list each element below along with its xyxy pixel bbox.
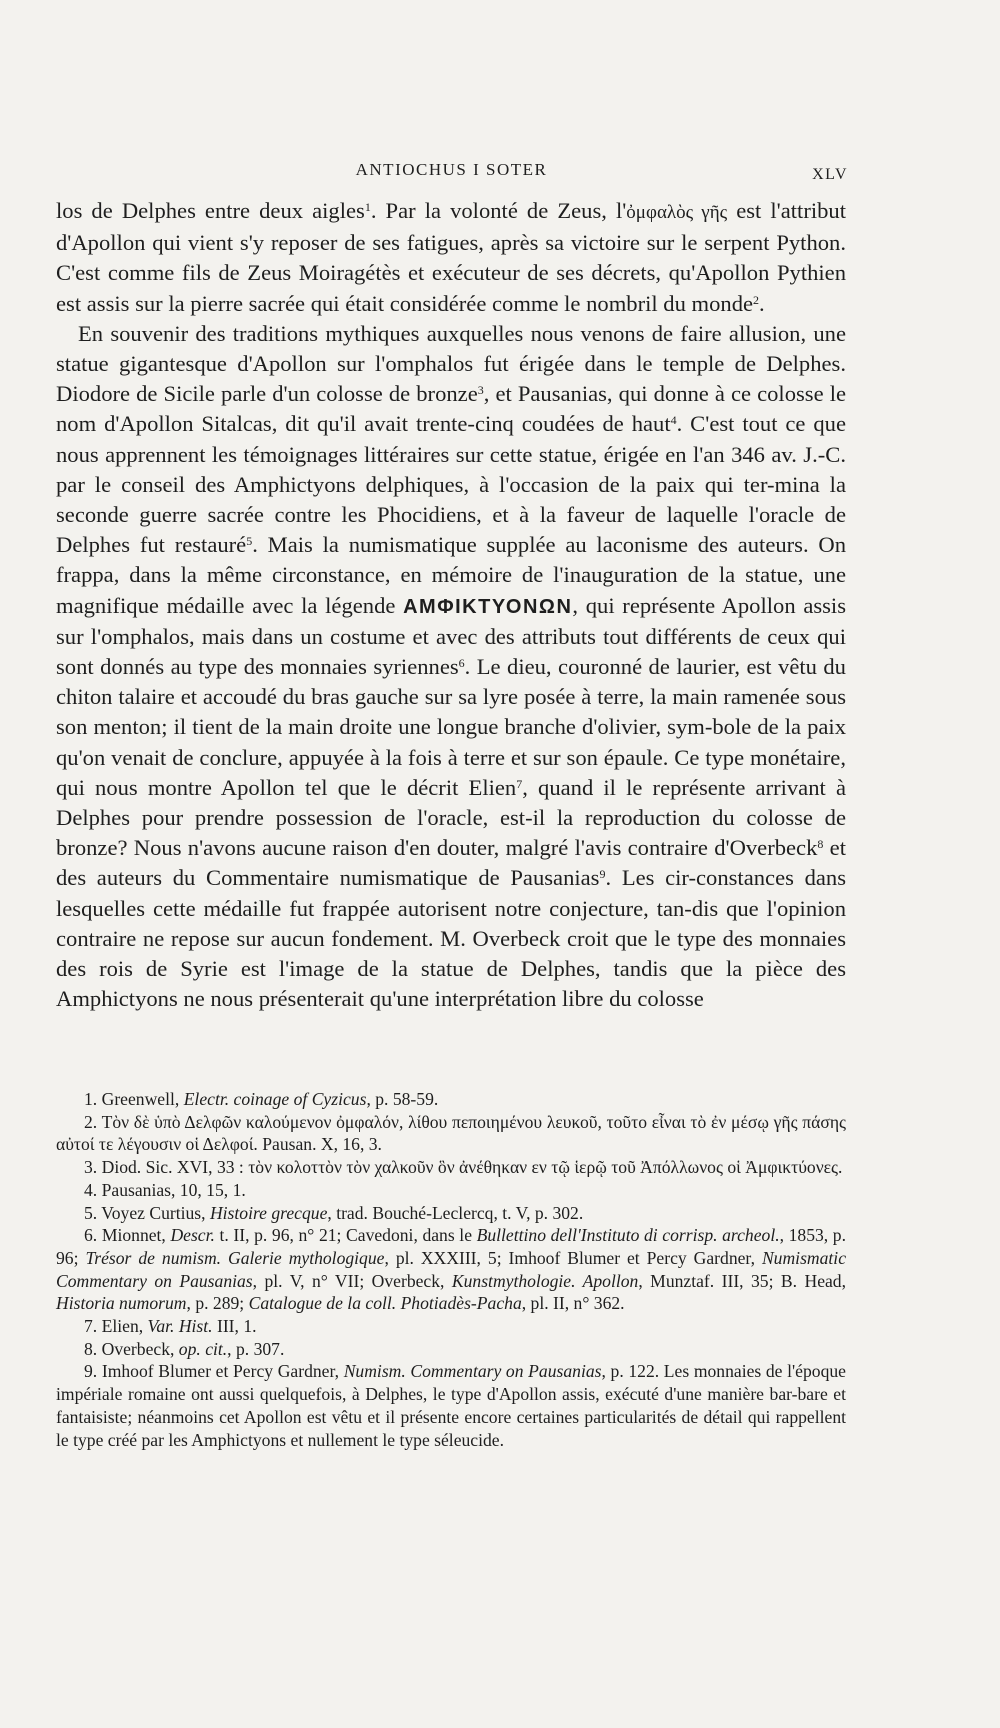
text-run: Τὸν δὲ ὑπὸ Δελφῶν καλούμενον ὀμφαλόν, λίθου πεποιημένου λευκοῦ, τοῦτο εἶναι τὸ ἐν μέσῳ γῆς πάσης αὐτοί τε λέγουσιν οἱ Δελφοί. Pausan. X, 16, 3. [56, 1111, 846, 1155]
text-run: En souvenir des traditions mythiques auxquelles nous venons de faire allusion, une statue gigantesque d'Apollon sur l'omphalos fut érigée dans le temple de Delphes. Diodore de Sicile parle d'un colosse de bronze [56, 320, 846, 407]
text-run-italic: Var. Hist. [147, 1316, 213, 1337]
text-run: Voyez Curtius, [101, 1202, 210, 1223]
footnote-ref: 9 [599, 867, 606, 882]
footnote-2 [56, 1111, 846, 1156]
footnote-7 [56, 1315, 846, 1338]
running-head [55, 160, 848, 184]
text-run: Pausanias, 10, 15, 1. [101, 1179, 246, 1200]
paragraph [56, 196, 846, 319]
text-run: et des auteurs du Commentaire numismatique de Pausanias [56, 835, 846, 891]
footnote-ref: 2 [753, 292, 760, 307]
text-run: Diod. Sic. XVI, 33 : τὸν κολοττὸν τὸν χαλκοῦν ὃν ἀνέθηκαν εν τῷ ἱερῷ τοῦ Ἀπόλλωνος οἱ Ἀμφικτύονες. [101, 1157, 843, 1178]
footnote-number: 2. [84, 1111, 98, 1132]
text-run: , p. 122. Les monnaies de l'époque impériale romaine ont aussi quelquefois, à Delphes, le type d'Apollon assis, exécuté d'une manière bar-bare et fantaisiste; néanmoins cet Apollon est vêtu et il présente encore certaines particularités de détail qui rappellent le type créé par les Amphictyons et nullement le type séleucide. [56, 1361, 846, 1450]
footnote-3 [56, 1156, 846, 1179]
text-run-italic: Numismatic Commentary on Pausanias [56, 1247, 846, 1291]
text-run: . C'est tout ce que nous apprennent les témoignages littéraires sur cette statue, érigée en l'an 346 av. J.-C. par le conseil des Amphictyons delphiques, à l'occasion de la paix qui ter-mina la seconde guerre sacrée contre les Phocidiens, et à la faveur de laquelle l'oracle de Delphes fut restauré [56, 411, 846, 558]
footnote-8 [56, 1338, 846, 1361]
text-run: los de Delphes entre deux aigles [56, 198, 365, 223]
text-run-italic: Bullettino dell'Instituto di corrisp. archeol. [476, 1225, 780, 1246]
text-run-italic: Histoire grecque [209, 1202, 328, 1223]
text-run: , pl. V, n° VII; Overbeck, [252, 1270, 452, 1291]
text-run: est l'attribut d'Apollon qui vient s'y reposer de ses fatigues, après sa victoire sur le serpent Python. C'est comme fils de Zeus Moiragétès et exécuteur de ses décrets, qu'Apollon Pythien est assis sur la pierre sacrée qui était considérée comme le nombril du monde [56, 198, 847, 316]
footnote-number: 9. [84, 1361, 98, 1382]
text-run: . Par la volonté de Zeus, l' [370, 198, 627, 223]
text-run: , quand il le représente arrivant à Delphes pour prendre possession de l'oracle, est-il la reproduction du colosse de bronze? Nous n'avons aucune raison d'en douter, malgré l'avis contraire d'Overbeck [56, 774, 846, 861]
text-run: Mionnet, [101, 1225, 171, 1246]
footnote-5 [56, 1202, 846, 1225]
text-run: t. II, p. 96, n° 21; Cavedoni, dans le [214, 1225, 477, 1246]
text-run: , qui représente Apollon assis sur l'omphalos, mais dans un costume et avec des attributs tout différents de ceux qui sont donnés au type des monnaies syriennes [56, 592, 846, 680]
footnote-ref: 8 [817, 837, 824, 852]
footnote-number: 4. [84, 1179, 98, 1200]
text-run: , p. 289; [186, 1293, 249, 1314]
running-title: ANTIOCHUS I SOTER [355, 160, 548, 179]
footnote-1 [56, 1088, 846, 1111]
text-run-italic: Descr. [170, 1225, 215, 1246]
footnotes [56, 1088, 846, 1451]
text-run: . Le dieu, couronné de laurier, est vêtu du chiton talaire et accoudé du bras gauche sur sa lyre posée à terre, la main ramenée sous son menton; il tient de la main droite une longue branche d'olivier, sym-bole de la paix qu'on venait de conclure, appuyée à la fois à terre et sur son épaule. Ce type monétaire, qui nous montre Apollon tel que le décrit Elien [56, 654, 846, 800]
text-run-italic: Electr. coinage of Cyzicus [183, 1089, 367, 1109]
text-run-italic: op. cit. [178, 1338, 228, 1359]
text-run-italic: Trésor de numism. Galerie mythologique [85, 1247, 385, 1268]
coin-legend: ΑΜΦΙΚΤΥΟΝΩΝ [403, 595, 573, 618]
text-run-italic: Historia numorum [56, 1293, 187, 1314]
text-run: , pl. II, n° 362. [521, 1293, 625, 1314]
text-run: Elien, [101, 1316, 148, 1337]
footnote-ref: 7 [516, 776, 523, 791]
footnote-number: 6. [84, 1225, 98, 1246]
footnote-ref: 6 [458, 656, 465, 671]
footnote-number: 3. [84, 1157, 98, 1178]
paragraph [56, 319, 846, 1015]
footnote-number: 7. [84, 1316, 98, 1337]
text-run: . [759, 290, 765, 316]
text-run: , trad. Bouché-Leclercq, t. V, p. 302. [327, 1202, 584, 1223]
text-run: , et Pausanias, qui donne à ce colosse le nom d'Apollon Sitalcas, dit qu'il avait trente-cinq coudées de haut [56, 381, 846, 437]
text-run-italic: Kunstmythologie. Apollon [451, 1270, 639, 1291]
footnote-ref: 4 [670, 413, 677, 428]
text-run: , Munztaf. III, 35; B. Head, [638, 1270, 847, 1291]
text-run: , pl. XXXIII, 5; Imhoof Blumer et Percy Gardner, [384, 1247, 762, 1268]
greek-phrase: ὀμφαλὸς γῆς [626, 202, 728, 223]
footnote-6 [56, 1224, 846, 1315]
text-run: , p. 307. [227, 1338, 285, 1359]
text-run: . Mais la numismatique supplée au laconisme des auteurs. On frappa, dans la même circonstance, en mémoire de l'inauguration de la statue, une magnifique médaille avec la légende [56, 532, 847, 618]
text-run: , p. 58-59. [366, 1089, 439, 1109]
footnote-number: 1. [84, 1089, 98, 1109]
footnote-ref: 5 [246, 534, 253, 549]
text-run: Greenwell, [101, 1089, 184, 1109]
main-text [56, 196, 846, 1014]
text-run-italic: Numism. Commentary on Pausanias [343, 1361, 602, 1382]
footnote-ref: 1 [364, 200, 371, 214]
footnote-ref: 3 [477, 383, 484, 398]
footnote-9 [56, 1360, 846, 1451]
text-run-italic: Catalogue de la coll. Photiadès-Pacha [248, 1293, 522, 1314]
footnote-number: 5. [84, 1202, 98, 1223]
text-run: . Les cir-constances dans lesquelles cette médaille fut frappée autorisent notre conjecture, tan-dis que l'opinion contraire ne repose sur aucun fondement. M. Overbeck croit que le type des monnaies des rois de Syrie est l'image de la statue de Delphes, tandis que la pièce des Amphictyons ne nous présenterait qu'une interprétation libre du colosse [56, 865, 846, 1012]
text-run: Imhoof Blumer et Percy Gardner, [101, 1361, 344, 1382]
footnote-number: 8. [84, 1338, 98, 1359]
text-run: Overbeck, [101, 1338, 179, 1359]
text-run: , 1853, p. 96; [56, 1225, 846, 1268]
footnote-4 [56, 1179, 846, 1202]
text-run: III, 1. [212, 1316, 257, 1337]
page-number: XLV [812, 166, 848, 183]
